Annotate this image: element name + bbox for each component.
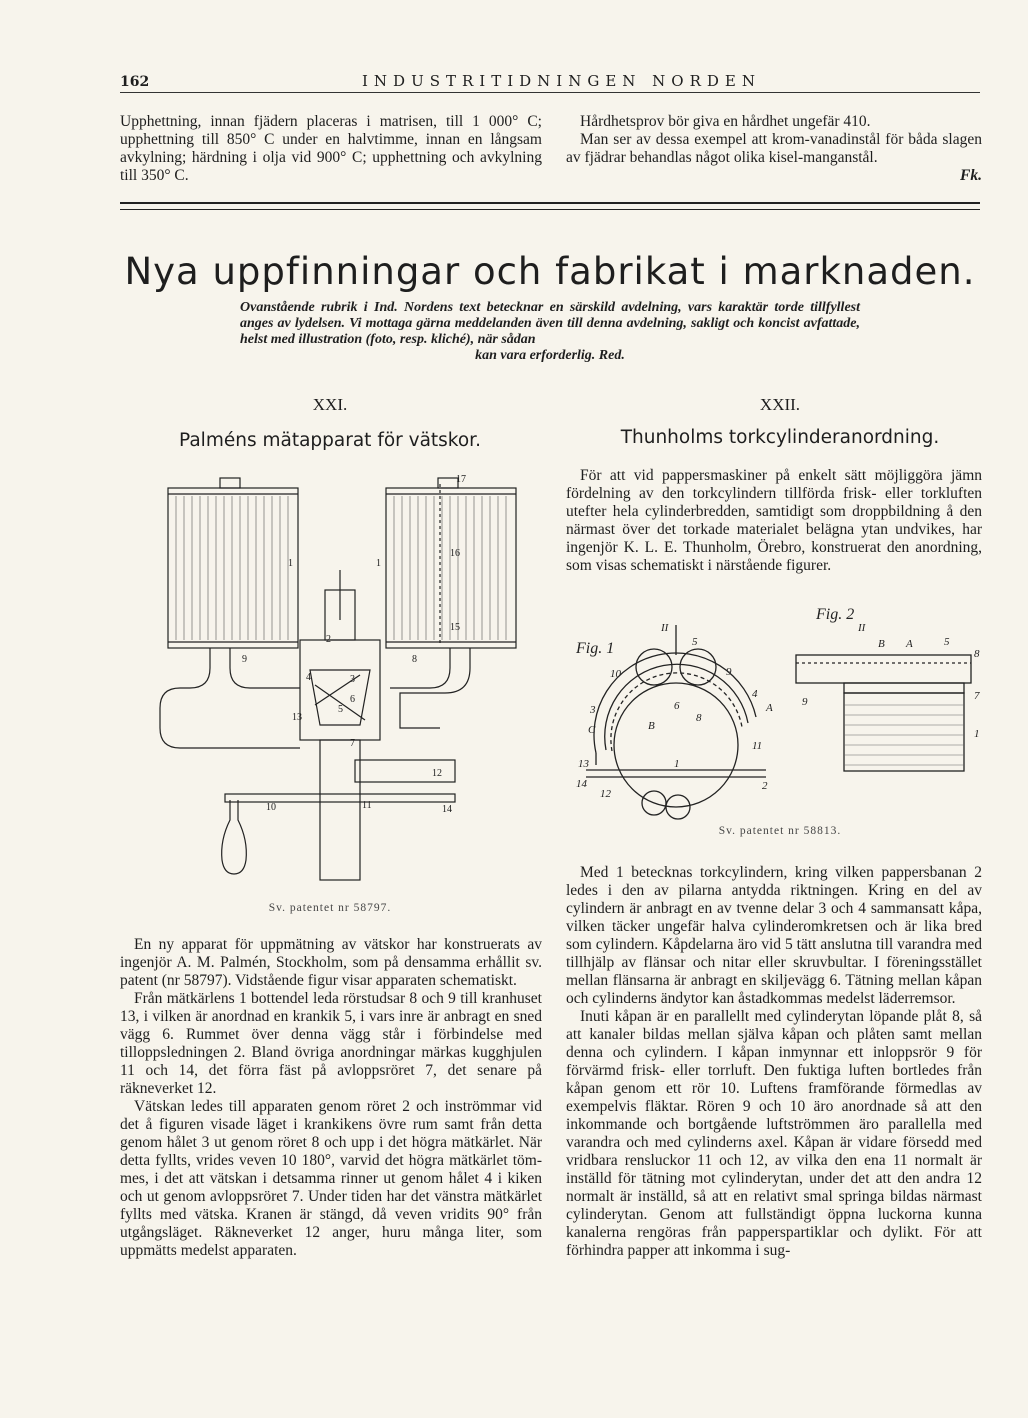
left-measuring-vessel bbox=[168, 488, 298, 648]
svg-text:13: 13 bbox=[578, 758, 589, 770]
svg-text:7: 7 bbox=[974, 690, 980, 702]
svg-text:8: 8 bbox=[412, 654, 417, 665]
svg-text:Fig. 2: Fig. 2 bbox=[816, 606, 855, 623]
top-right-text bbox=[566, 113, 982, 185]
svg-text:6: 6 bbox=[674, 700, 680, 712]
right-article-paragraph: Inuti kåpan är en parallellt med cylinderytan löpande plåt 8, så att kanaler bildas mellan själva kåpan och plåten samt mellan denna och cylindern. I kåpan inmynnar ett inloppsrör 9 för förvärmd frisk- eller torrluft. Den fuktiga luften bortledes från kåpan genom ett rör 10. Luftens framförande förmedlas av exempelvis fläktar. Rören 9 och 10 äro anordnade så att den inkommande och bortgående luftströmmen äro parallella med varandra och med cylinderns axel. Kåpan är vidare försedd med vridbara rensluckor 11 och 12, av vilka den ena 11 normalt är inställd för tätning mot cylinderytan, under det att den andra 12 normalt är inställd, så att en relativt smal springa bildas närmast cylinderytan. Genom att fullständigt öppna luckorna kunna kanalerna rengöras från papperspartiklar och dylikt. För att förhindra papper att inkomma i sug- bbox=[566, 1008, 982, 1259]
figure-caption-xxii: Sv. patentet nr 58813. bbox=[718, 825, 842, 837]
svg-text:13: 13 bbox=[292, 712, 302, 723]
fig2-labels bbox=[802, 622, 980, 740]
svg-text:4: 4 bbox=[306, 672, 311, 683]
svg-text:4: 4 bbox=[752, 688, 758, 700]
fig1-title bbox=[575, 640, 614, 657]
figure-caption-xxi: Sv. patentet nr 58797. bbox=[268, 902, 392, 914]
svg-text:1: 1 bbox=[376, 558, 381, 569]
intro-last-line: kan vara erforderlig. Red. bbox=[475, 348, 625, 363]
svg-text:5: 5 bbox=[692, 636, 698, 648]
svg-text:16: 16 bbox=[450, 548, 460, 559]
svg-text:A: A bbox=[906, 638, 913, 650]
left-article-body bbox=[120, 936, 542, 1260]
svg-text:1: 1 bbox=[674, 758, 680, 770]
svg-text:5: 5 bbox=[944, 636, 950, 648]
palmen-apparatus-figure bbox=[150, 470, 530, 890]
svg-text:1: 1 bbox=[288, 558, 293, 569]
svg-text:14: 14 bbox=[576, 778, 587, 790]
svg-text:2: 2 bbox=[762, 780, 768, 792]
svg-text:10: 10 bbox=[266, 802, 276, 813]
svg-text:7: 7 bbox=[350, 738, 355, 749]
top-left-paragraph: Upphettning, innan fjädern placeras i matrisen, till 1 000° C; upphettning till 850° C under en halvtimme, innan en långsam avkylning; härdning i olja vid 900° C; upphettning och avkylning till 350° C. bbox=[120, 113, 542, 184]
svg-text:A: A bbox=[766, 702, 773, 714]
section-intro bbox=[240, 300, 860, 364]
svg-text:2: 2 bbox=[326, 634, 331, 645]
article-number-xxii: XXII. bbox=[759, 395, 801, 414]
right-article-intro bbox=[566, 467, 982, 575]
svg-text:14: 14 bbox=[442, 804, 452, 815]
article-number-xxi: XXI. bbox=[312, 395, 348, 414]
section-double-rule bbox=[120, 202, 980, 210]
svg-text:12: 12 bbox=[600, 788, 611, 800]
svg-text:15: 15 bbox=[450, 622, 460, 633]
svg-text:1: 1 bbox=[974, 728, 980, 740]
svg-text:II: II bbox=[858, 622, 866, 634]
right-article-paragraph: Med 1 betecknas torkcylindern, kring vilken pappersbanan 2 ledes i den av pilarna antydda riktningen. Kring en del av cylindern är anbragt en av tvenne delar 3 och 4 sammansatt kåpa, vilken täcker ungefär halva cylinderomkretsen och är lika bred som cylindern. Kåpdelarna äro vid 5 tätt anslutna till varandra med tillhjälp av flänsar och nitar eller skruvbultar. I föreningsstället mellan flänsarna är anbragt en skiljevägg 6. Tätning mellan kåpan och cylinderns ändytor kan åstadkommas medelst läderremsor. bbox=[566, 864, 982, 1007]
article-title-xxii: Thunholms torkcylinderanordning. bbox=[620, 427, 940, 448]
top-right-paragraph-2: Man ser av dessa exempel att krom-vanadinstål för båda slagen av fjädrar behandlas något olika kisel-manganstål. bbox=[566, 131, 982, 166]
article-title-xxi: Palméns mätapparat för vätskor. bbox=[179, 430, 481, 451]
svg-text:11: 11 bbox=[752, 740, 763, 752]
right-article-intro-paragraph: För att vid pappersmaskiner på enkelt sätt möjliggöra jämn fördelning av den torkcylindern tillförda frisk- eller torkluften utefter hela cylinderbredden, samtidigt som droppbildning å den närmast över det torkade materialet belägna ytan undvikes, har ingenjör K. L. E. Thunholm, Örebro, konstruerat den anordning, som visas schematiskt i närstående figurer. bbox=[566, 467, 982, 574]
top-right-paragraph-1: Hårdhetsprov bör giva en hårdhet ungefär 410. bbox=[580, 113, 871, 130]
left-article-paragraph: En ny apparat för uppmätning av vätskor har konstruerats av ingenjör A. M. Palmén, Stockholm, som på densamma erhållit sv. patent (nr 58797). Vidstående figur visar apparaten schematiskt. bbox=[120, 936, 542, 989]
svg-text:6: 6 bbox=[350, 694, 355, 705]
svg-text:B: B bbox=[648, 720, 655, 732]
thunholm-figures bbox=[566, 605, 986, 825]
svg-text:5: 5 bbox=[338, 704, 343, 715]
fig2-title bbox=[815, 606, 854, 623]
svg-text:17: 17 bbox=[456, 474, 466, 485]
svg-text:B: B bbox=[878, 638, 885, 650]
left-article-paragraph: Vätskan ledes till apparaten genom röret 2 och inströmmar vid det å figuren visade läget i krankikens övre rum samt från detta genom hålet 3 ut genom röret 8 och upp i det högra mätkärlet. När detta fyllts, vrides veven 10 180°, varvid det högra mätkärlet töm-mes, i det att vätskan i detsamma rinner ut genom hålet 4 i kiken och ut genom avloppsröret 7. Under tiden har det vänstra mätkärlet fyllts med vätska. Kranen är stängd, då veven vridits 90° från utgångsläget. Räkneverket 12 anger, huru många liter, som uppmätts medelst apparaten. bbox=[120, 1098, 542, 1259]
intro-body: Ovanstående rubrik i Ind. Nordens text betecknar en särskild avdelning, vars karaktär torde tillfyllest anges av lydelsen. Vi mottaga gärna meddelanden även till denna avdelning, sakligt och koncist avfattade, helst med illustration (foto, resp. kliché), när sådan bbox=[240, 300, 860, 347]
svg-text:11: 11 bbox=[362, 800, 372, 811]
right-article-body bbox=[566, 864, 982, 1260]
svg-text:C: C bbox=[588, 724, 596, 736]
svg-text:10: 10 bbox=[610, 668, 621, 680]
section-headline: Nya uppfinningar och fabrikat i marknaden. bbox=[124, 250, 976, 293]
svg-text:9: 9 bbox=[726, 666, 732, 678]
svg-text:Fig. 1: Fig. 1 bbox=[576, 640, 615, 657]
fig2-drawing bbox=[796, 655, 971, 771]
svg-text:3: 3 bbox=[590, 704, 596, 716]
author-signature: Fk. bbox=[960, 167, 982, 184]
svg-text:8: 8 bbox=[974, 648, 980, 660]
header-rule bbox=[120, 92, 980, 93]
top-left-text bbox=[120, 113, 542, 185]
page-number: 162 bbox=[120, 74, 150, 90]
svg-text:8: 8 bbox=[696, 712, 702, 724]
svg-text:9: 9 bbox=[802, 696, 808, 708]
svg-text:II: II bbox=[661, 622, 669, 634]
left-article-paragraph: Från mätkärlens 1 bottendel leda rörstudsar 8 och 9 till kranhuset 13, i vilken är anordnad en krankik 5, i vars inre är anbragt en sned vägg 6. Rummet över denna vägg står i förbindelse med tilloppsledningen 2. Bland övriga anordningar märkas kugghjulen 11 och 14, det förra fäst på avloppsröret 7, det senare på räkneverket 12. bbox=[120, 990, 542, 1097]
svg-text:9: 9 bbox=[242, 654, 247, 665]
running-head: INDUSTRITIDNINGEN NORDEN bbox=[362, 72, 761, 90]
figure-labels bbox=[242, 474, 466, 815]
outlet-pipe-7 bbox=[320, 740, 360, 880]
svg-text:12: 12 bbox=[432, 768, 442, 779]
svg-text:3: 3 bbox=[350, 674, 355, 685]
